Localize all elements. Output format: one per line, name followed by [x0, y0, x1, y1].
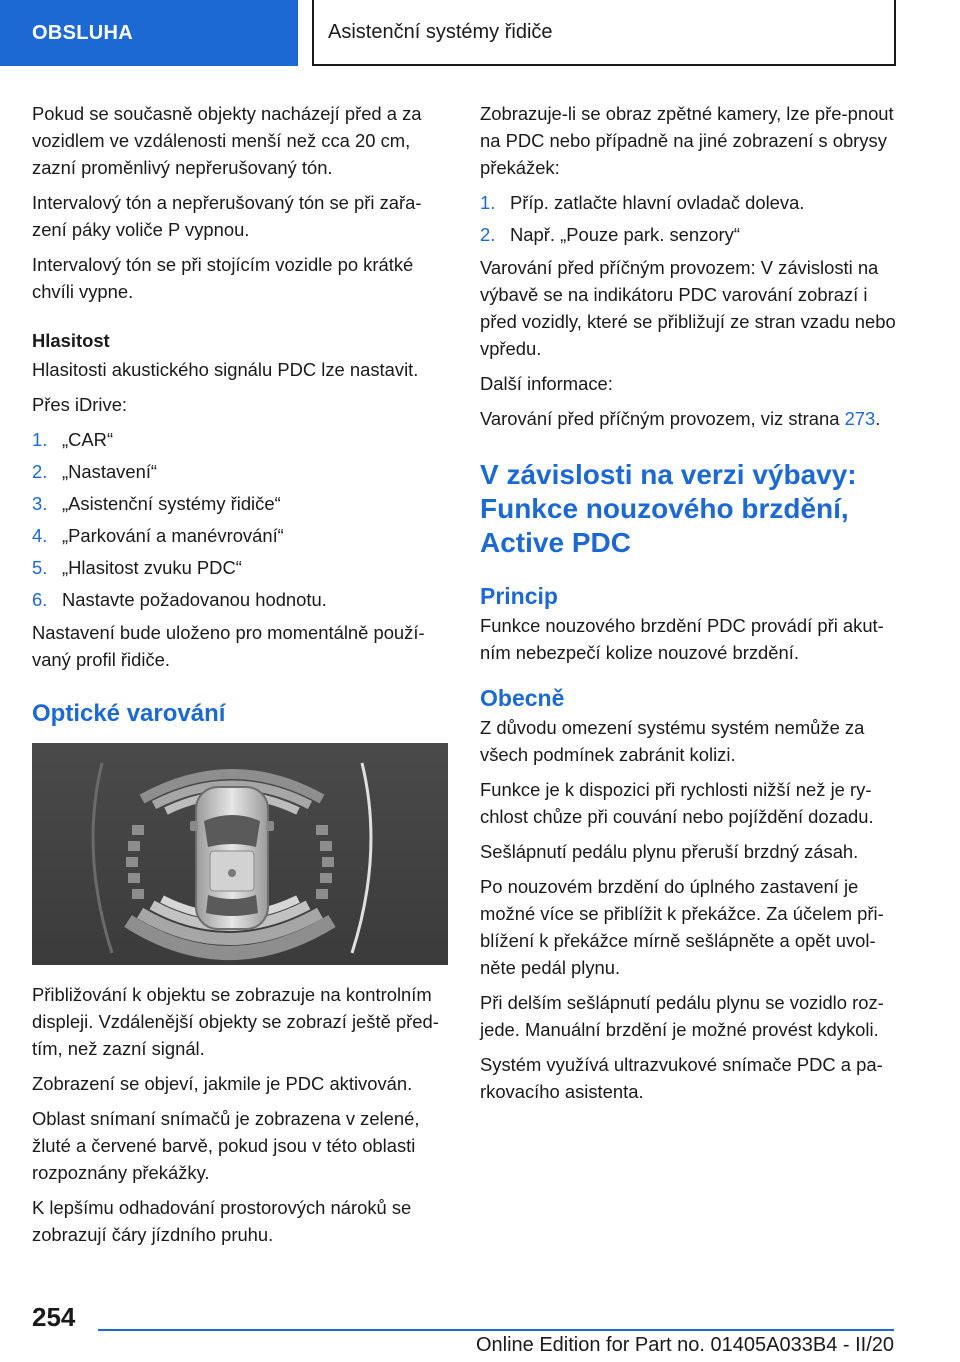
list-item	[32, 458, 450, 485]
page-number: 254	[32, 1302, 76, 1332]
paragraph: Intervalový tón a nepřerušovaný tón se při zařa‐zení páky voliče P vypnou.	[32, 192, 422, 240]
paragraph: K lepšímu odhadování prostorových nároků se zobrazují čáry jízdního pruhu.	[32, 1197, 412, 1245]
idrive-steps	[32, 426, 450, 613]
list-item	[32, 490, 450, 517]
paragraph: Systém využívá ultrazvukové snímače PDC a pa‐rkovacího asistenta.	[480, 1054, 883, 1102]
paragraph: Pokud se současně objekty nacházejí před a za vozidlem ve vzdálenosti menší než cca 20 cm, zazní proměnlivý nepřerušovaný tón.	[32, 103, 422, 178]
list-item	[32, 586, 450, 613]
paragraph: Z důvodu omezení systému systém nemůže za všech podmínek zabránit kolizi.	[480, 717, 865, 765]
right-column	[480, 100, 898, 1113]
step-number: 2.	[32, 461, 48, 482]
step-number: 3.	[32, 493, 48, 514]
pdc-display-image	[32, 743, 448, 965]
optical-warning-heading: Optické varování	[32, 700, 226, 727]
list-item	[32, 554, 450, 581]
volume-heading: Hlasitost	[32, 330, 110, 351]
step-number: 2.	[480, 224, 496, 245]
step-text: Např. „Pouze park. senzory“	[510, 224, 740, 245]
pdc-car-illustration	[32, 743, 448, 965]
general-heading: Obecně	[480, 685, 565, 711]
principle-heading: Princip	[480, 583, 558, 609]
list-item	[480, 221, 898, 248]
emergency-brake-heading: V závislosti na verzi výbavy: Funkce nouzového brzdění, Active PDC	[480, 459, 857, 558]
switch-steps	[480, 189, 898, 248]
step-number: 1.	[32, 429, 48, 450]
paragraph	[480, 405, 898, 432]
paragraph: Při delším sešlápnutí pedálu plynu se vozidlo roz‐jede. Manuální brzdění je možné provést kdykoli.	[480, 992, 884, 1040]
paragraph: Sešlápnutí pedálu plynu přeruší brzdný zásah.	[480, 841, 859, 862]
section-label: OBSLUHA	[32, 21, 133, 44]
paragraph: Přibližování k objektu se zobrazuje na kontrolním displeji. Vzdálenější objekty se zobrazí ještě před‐tím, než zazní signál.	[32, 984, 439, 1059]
paragraph: Funkce nouzového brzdění PDC provádí při akut‐ním nebezpečí kolize nouzové brzdění.	[480, 615, 884, 663]
paragraph: Další informace:	[480, 373, 613, 394]
list-item	[32, 426, 450, 453]
step-number: 4.	[32, 525, 48, 546]
paragraph: Varování před příčným provozem: V závislosti na výbavě se na indikátoru PDC varování zobrazí i před vozidly, které se přibližují ze stran vzadu nebo vpředu.	[480, 257, 896, 359]
step-text: „Asistenční systémy řidiče“	[62, 493, 281, 514]
cross-ref-text: Varování před příčným provozem, viz strana	[480, 408, 845, 429]
page-link[interactable]: 273	[844, 408, 876, 429]
step-number: 1.	[480, 192, 496, 213]
paragraph: Funkce je k dispozici při rychlosti nižší než je ry‐chlost chůze při couvání nebo pojíždění dozadu.	[480, 779, 874, 827]
chapter-header	[312, 0, 896, 66]
step-text: „CAR“	[62, 429, 114, 450]
list-item	[480, 189, 898, 216]
step-text: Nastavte požadovanou hodnotu.	[62, 589, 327, 610]
edition-footer: Online Edition for Part no. 01405A033B4 - II/20	[475, 1334, 894, 1356]
chapter-title: Asistenční systémy řidiče	[328, 20, 553, 43]
step-text: Příp. zatlačte hlavní ovladač doleva.	[510, 192, 805, 213]
paragraph: Přes iDrive:	[32, 394, 128, 415]
footer-divider	[98, 1329, 894, 1331]
paragraph: Zobrazení se objeví, jakmile je PDC aktivován.	[32, 1073, 413, 1094]
step-text: „Nastavení“	[62, 461, 158, 482]
paragraph: Hlasitosti akustického signálu PDC lze nastavit.	[32, 359, 419, 380]
paragraph: Oblast snímaní snímačů je zobrazena v zelené, žluté a červené barvě, pokud jsou v této oblasti rozpoznány překážky.	[32, 1108, 420, 1183]
paragraph: Zobrazuje-li se obraz zpětné kamery, lze pře‐pnout na PDC nebo případně na jiné zobrazení s obrysy překážek:	[480, 103, 894, 178]
paragraph: Intervalový tón se při stojícím vozidle po krátké chvíli vypne.	[32, 254, 414, 302]
paragraph: Po nouzovém brzdění do úplného zastavení je možné více se přiblížit k překážce. Za účelem při‐blížení k překážce mírně sešlápněte a opět uvol‐něte pedál plynu.	[480, 876, 884, 978]
left-column	[32, 100, 450, 1256]
step-text: „Parkování a manévrování“	[62, 525, 284, 546]
step-number: 6.	[32, 589, 48, 610]
cross-ref-suffix: .	[875, 408, 881, 429]
step-text: „Hlasitost zvuku PDC“	[62, 557, 242, 578]
step-number: 5.	[32, 557, 48, 578]
section-tab	[0, 0, 298, 66]
list-item	[32, 522, 450, 549]
paragraph: Nastavení bude uloženo pro momentálně použí‐vaný profil řidiče.	[32, 622, 425, 670]
